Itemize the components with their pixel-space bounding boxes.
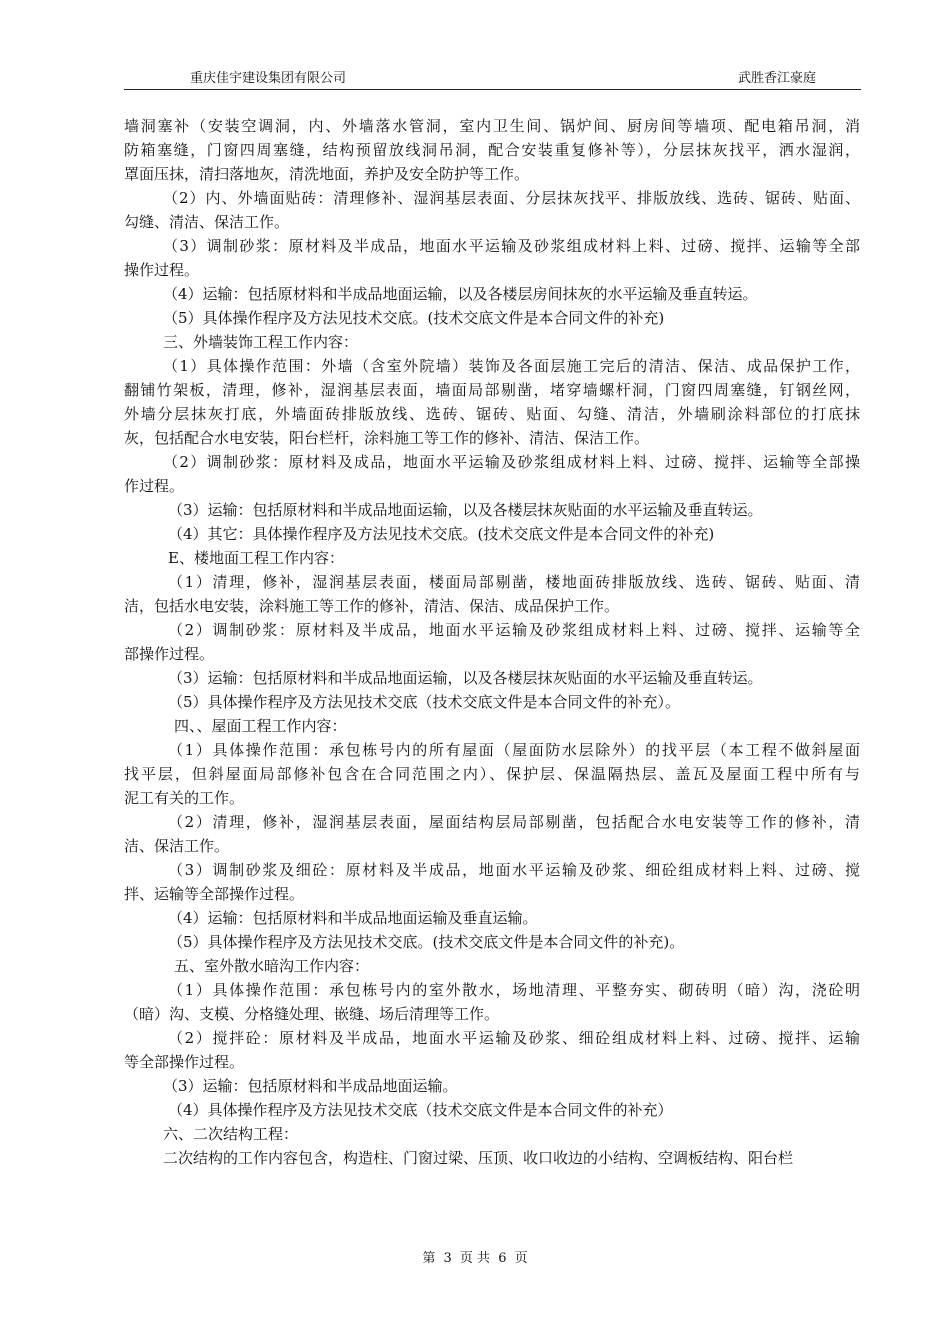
text-line: 作过程。 <box>124 477 185 495</box>
paragraph <box>124 714 860 738</box>
paragraph <box>124 354 860 450</box>
text-line: （5）具体操作程序及方法见技术交底。(技术交底文件是本合同文件的补充)。 <box>168 933 685 951</box>
paragraph <box>124 570 860 618</box>
header-divider <box>124 89 861 90</box>
page-suffix: 页 <box>514 1251 528 1266</box>
text-line: （3）运输：包括原材料和半成品地面运输，以及各楼层抹灰贴面的水平运输及垂直转运。 <box>168 669 763 687</box>
paragraph <box>124 906 860 930</box>
paragraph <box>124 666 860 690</box>
paragraph <box>124 1098 860 1122</box>
paragraph <box>124 858 860 906</box>
paragraph <box>124 114 860 186</box>
text-line: 洁、保洁工作。 <box>124 837 230 855</box>
text-line: （3）运输：包括原材料和半成品地面运输。 <box>163 1077 458 1095</box>
text-line: 二次结构的工作内容包含，构造柱、门窗过梁、压顶、收口收边的小结构、空调板结构、阳台栏 <box>163 1149 794 1167</box>
text-line: （2）调制砂浆：原材料及成品，地面水平运输及砂浆组成材料上料、过磅、搅拌、运输等全部操 <box>163 453 860 471</box>
text-line: 灰，包括配合水电安装，阳台栏杆，涂料施工等工作的修补、清洁、保洁工作。 <box>124 429 650 447</box>
page-footer <box>0 1251 950 1267</box>
text-line: 操作过程。 <box>124 261 200 279</box>
paragraph <box>124 930 860 954</box>
paragraph <box>124 234 860 282</box>
text-line: 六、二次结构工程： <box>163 1125 299 1143</box>
text-line: （1）清理，修补，湿润基层表面，楼面局部剔凿，楼地面砖排版放线、选砖、锯砖、贴面、清 <box>168 573 860 591</box>
text-line: 部操作过程。 <box>124 645 215 663</box>
text-line: 五、室外散水暗沟工作内容： <box>174 957 370 975</box>
text-line: 罩面压抹，清扫落地灰，清洗地面，养护及安全防护等工作。 <box>124 165 530 183</box>
text-line: 四、、屋面工程工作内容： <box>174 717 347 735</box>
paragraph <box>124 522 860 546</box>
text-line: （3）调制砂浆：原材料及半成品，地面水平运输及砂浆组成材料上料、过磅、搅拌、运输等全部 <box>163 237 860 255</box>
header-project: 武胜香江豪庭 <box>737 71 816 86</box>
text-line: 泥工有关的工作。 <box>124 789 245 807</box>
text-line: （5）具体操作程序及方法见技术交底。(技术交底文件是本合同文件的补充) <box>163 309 665 327</box>
page-prefix: 第 <box>422 1251 436 1266</box>
paragraph <box>124 282 860 306</box>
text-line: 勾缝、清洁、保洁工作。 <box>124 213 290 231</box>
paragraph <box>124 1146 860 1170</box>
text-line: 拌、运输等全部操作过程。 <box>124 885 305 903</box>
text-line: （4）运输：包括原材料和半成品地面运输及垂直运输。 <box>168 909 538 927</box>
paragraph <box>124 1074 860 1098</box>
text-line: 等全部操作过程。 <box>124 1053 245 1071</box>
page-total: 6 <box>498 1251 507 1266</box>
page-mid: 页 共 <box>459 1251 491 1266</box>
paragraph <box>124 546 860 570</box>
text-line: （2）内、外墙面贴砖：清理修补、湿润基层表面、分层抹灰找平、排版放线、选砖、锯砖、贴面、 <box>163 189 860 207</box>
paragraph <box>124 306 860 330</box>
text-line: 三、外墙装饰工程工作内容： <box>163 333 359 351</box>
text-line: 洁，包括水电安装，涂料施工等工作的修补，清洁、保洁、成品保护工作。 <box>124 597 620 615</box>
text-line: （4）其它：具体操作程序及方法见技术交底。(技术交底文件是本合同文件的补充) <box>168 525 715 543</box>
text-line: 防箱塞缝，门窗四周塞缝，结构预留放线洞吊洞，配合安装重复修补等），分层抹灰找平，洒水湿润， <box>124 141 860 159</box>
text-line: （4）运输：包括原材料和半成品地面运输，以及各楼层房间抹灰的水平运输及垂直转运。 <box>163 285 758 303</box>
paragraph <box>124 450 860 498</box>
page-number: 3 <box>443 1251 452 1266</box>
text-line: （4）具体操作程序及方法见技术交底（技术交底文件是本合同文件的补充） <box>168 1101 673 1119</box>
text-line: 外墙分层抹灰打底，外墙面砖排版放线、选砖、锯砖、贴面、勾缝、清洁，外墙刷涂料部位的打底抹 <box>124 405 860 423</box>
text-line: 翻铺竹架板，清理，修补，湿润基层表面，墙面局部剔凿，堵穿墙螺杆洞，门窗四周塞缝，钉钢丝网， <box>124 381 860 399</box>
text-line: （2）清理，修补，湿润基层表面，屋面结构层局部剔凿，包括配合水电安装等工作的修补，清 <box>168 813 860 831</box>
text-line: （暗）沟、支模、分格缝处理、嵌缝、场后清理等工作。 <box>124 1005 500 1023</box>
paragraph <box>124 618 860 666</box>
document-body <box>124 114 860 1170</box>
text-line: 找平层，但斜屋面局部修补包含在合同范围之内）、保护层、保温隔热层、盖瓦及屋面工程中所有与 <box>124 765 860 783</box>
paragraph <box>124 954 860 978</box>
text-line: （2）调制砂浆：原材料及半成品，地面水平运输及砂浆组成材料上料、过磅、搅拌、运输等全 <box>168 621 860 639</box>
text-line: （1）具体操作范围：外墙（含室外院墙）装饰及各面层施工完后的清洁、保洁、成品保护工作， <box>163 357 860 375</box>
paragraph <box>124 1026 860 1074</box>
paragraph <box>124 738 860 810</box>
text-line: （3）运输：包括原材料和半成品地面运输，以及各楼层抹灰贴面的水平运输及垂直转运。 <box>168 501 763 519</box>
paragraph <box>124 978 860 1026</box>
paragraph <box>124 1122 860 1146</box>
text-line: 墙洞塞补（安装空调洞，内、外墙落水管洞，室内卫生间、锅炉间、厨房间等墙项、配电箱吊洞，消 <box>124 117 860 135</box>
text-line: E、楼地面工程工作内容： <box>168 549 344 567</box>
text-line: （2）搅拌砼：原材料及半成品，地面水平运输及砂浆、细砼组成材料上料、过磅、搅拌、运输 <box>168 1029 860 1047</box>
paragraph <box>124 186 860 234</box>
text-line: （3）调制砂浆及细砼：原材料及半成品，地面水平运输及砂浆、细砼组成材料上料、过磅、搅 <box>168 861 860 879</box>
text-line: （1）具体操作范围：承包栋号内的所有屋面（屋面防水层除外）的找平层（本工程不做斜屋面 <box>168 741 860 759</box>
text-line: （1）具体操作范围：承包栋号内的室外散水，场地清理、平整夯实、砌砖明（暗）沟，浇砼明 <box>168 981 860 999</box>
paragraph <box>124 690 860 714</box>
paragraph <box>124 498 860 522</box>
paragraph <box>124 810 860 858</box>
paragraph <box>124 330 860 354</box>
text-line: （5）具体操作程序及方法见技术交底（技术交底文件是本合同文件的补充）。 <box>168 693 681 711</box>
header-company: 重庆佳宇建设集团有限公司 <box>190 71 347 86</box>
